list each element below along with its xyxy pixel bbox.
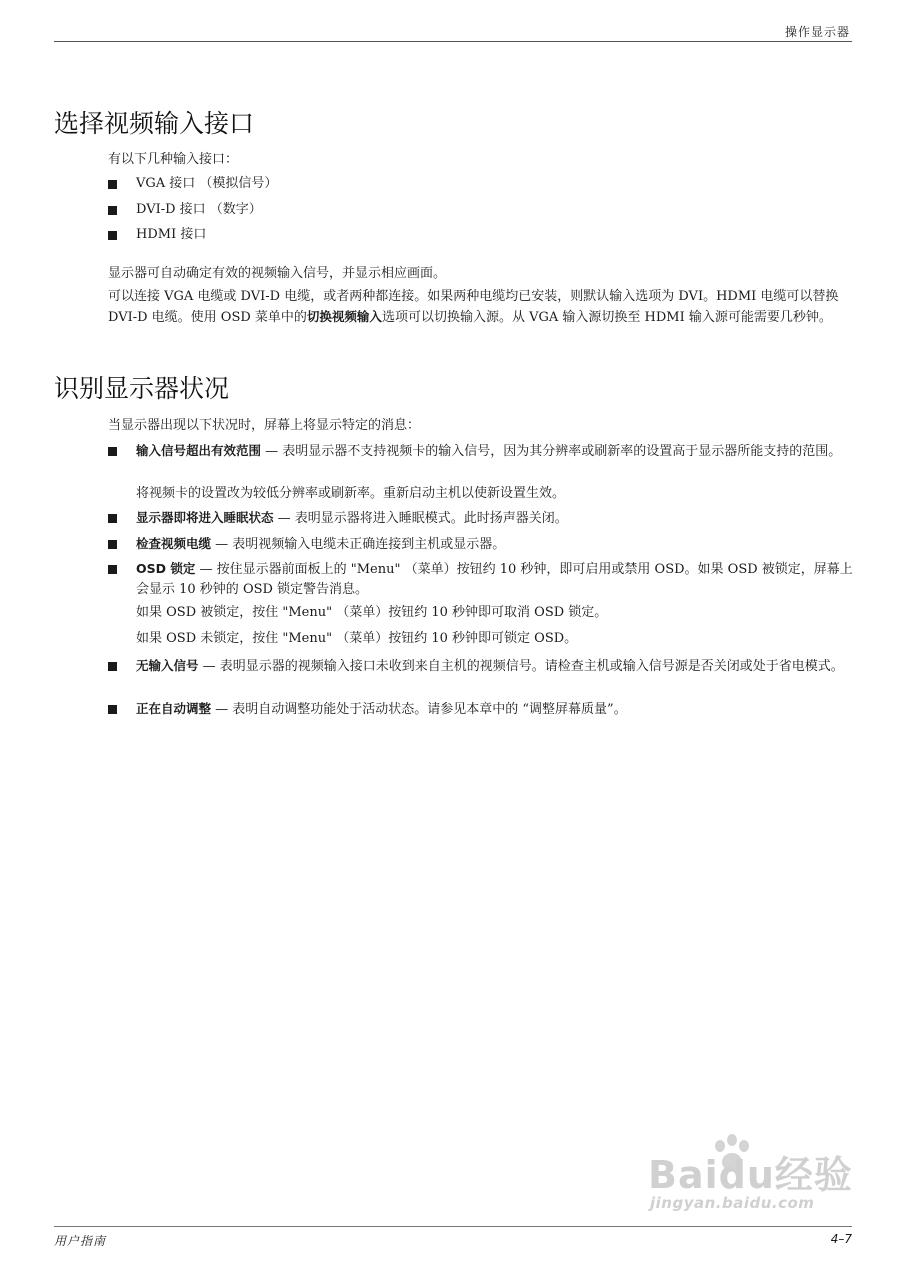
bullet-square-icon [108, 180, 117, 189]
list-item-note: 如果 OSD 未锁定，按住 "Menu" （菜单）按钮约 10 秒钟即可锁定 OSD。 [136, 631, 578, 646]
bullet-square-icon [108, 540, 117, 549]
page-number: 4–7 [830, 1232, 852, 1246]
bullet-square-icon [108, 231, 117, 240]
list-item: 输入信号超出有效范围 — 表明显示器不支持视频卡的输入信号，因为其分辨率或刷新率的设置高于显示器所能支持的范围。 [108, 441, 854, 462]
bullet-square-icon [108, 206, 117, 215]
running-header: 操作显示器 [784, 25, 850, 39]
list-item-note: 将视频卡的设置改为较低分辨率或刷新率。重新启动主机以使新设置生效。 [136, 486, 566, 501]
section-heading-select-input: 选择视频输入接口 [54, 109, 255, 138]
list-item: 正在自动调整 — 表明自动调整功能处于活动状态。请参见本章中的 “调整屏幕质量”。 [108, 699, 854, 720]
section-heading-identify-conditions: 识别显示器状况 [54, 374, 230, 403]
footer-rule [54, 1226, 852, 1227]
term-switch-video-input: 切换视频输入 [306, 309, 382, 324]
list-item: 检查视频电缆 — 表明视频输入电缆未正确连接到主机或显示器。 [108, 534, 854, 555]
list-item: 显示器即将进入睡眠状态 — 表明显示器将进入睡眠模式。此时扬声器关闭。 [108, 508, 854, 529]
bullet-square-icon [108, 514, 117, 523]
list-item-note: 如果 OSD 被锁定，按住 "Menu" （菜单）按钮约 10 秒钟即可取消 OSD 锁定。 [136, 605, 608, 620]
list-item: DVI-D 接口 （数字） [108, 200, 854, 220]
footer-guide-title: 用户指南 [54, 1234, 107, 1248]
bullet-square-icon [108, 705, 117, 714]
section1-paragraph-connection: 可以连接 VGA 电缆或 DVI-D 电缆，或者两种都连接。如果两种电缆均已安装，则默认输入选项为 DVI。HDMI 电缆可以替换 DVI-D 电缆。使用 OSD 菜单中的切换视频输入选项可以切换输入源。从 VGA 输入源切换至 HDMI 输入源可能需要几秒钟。 [108, 289, 839, 325]
list-item: VGA 接口 （模拟信号） [108, 174, 854, 194]
bullet-square-icon [108, 662, 117, 671]
section2-intro: 当显示器出现以下状况时，屏幕上将显示特定的消息： [108, 418, 421, 433]
list-item: OSD 锁定 — 按住显示器前面板上的 "Menu" （菜单）按钮约 10 秒钟，即可启用或禁用 OSD。如果 OSD 被锁定，屏幕上会显示 10 秒钟的 OSD 锁定警告消息。 [108, 559, 854, 600]
bullet-square-icon [108, 447, 117, 456]
header-rule [54, 41, 852, 42]
baidu-jingyan-watermark: Baidu经验 jingyan.baidu.com [640, 1140, 860, 1220]
list-item: 无输入信号 — 表明显示器的视频输入接口未收到来自主机的视频信号。请检查主机或输入信号源是否关闭或处于省电模式。 [108, 656, 854, 677]
section1-intro: 有以下几种输入接口： [108, 152, 239, 167]
bullet-square-icon [108, 565, 117, 574]
section1-paragraph-auto-detect: 显示器可自动确定有效的视频输入信号，并显示相应画面。 [108, 266, 447, 281]
list-item: HDMI 接口 [108, 225, 854, 245]
